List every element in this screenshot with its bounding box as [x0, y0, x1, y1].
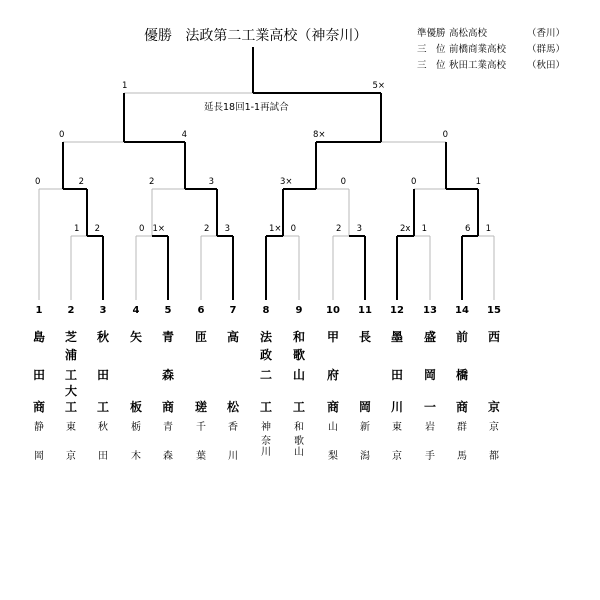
match-score: 4 [181, 130, 187, 140]
team-prefecture-char: 手 [425, 451, 435, 462]
team-name-char: 二 [259, 368, 272, 382]
place-school: 前橋商業高校 [449, 44, 507, 55]
team-name-char: 岡 [358, 400, 371, 414]
match-score: 1 [74, 224, 80, 234]
match-score: 3 [224, 224, 230, 234]
match-score: 2 [78, 177, 84, 187]
team-name-char: 高 [226, 330, 239, 344]
team-name-char: 大 [64, 384, 77, 398]
team-name-char: 瑳 [194, 400, 207, 414]
match-score: 3 [208, 177, 214, 187]
match-score: 8× [313, 130, 326, 140]
match-score: 1 [122, 81, 128, 91]
match-score: 1 [485, 224, 491, 234]
team-name-char: 府 [326, 368, 339, 382]
team-name-char: 歌 [292, 348, 305, 362]
team-prefecture-char: 山 [328, 422, 338, 433]
team-number: 2 [67, 305, 75, 316]
team-number: 3 [99, 305, 107, 316]
team-number: 10 [326, 305, 340, 316]
team-prefecture-char: 東 [66, 422, 76, 433]
team-prefecture-char: 梨 [328, 451, 338, 462]
team-number: 7 [229, 305, 237, 316]
team-name-char: 秋 [96, 330, 109, 344]
match-score: 0 [59, 130, 65, 140]
team-name-char: 工 [64, 368, 77, 382]
place-pref: （秋田） [527, 60, 566, 71]
team-number: 1 [35, 305, 43, 316]
match-score: 1× [269, 224, 282, 234]
team-prefecture-char: 京 [66, 451, 76, 462]
team-number: 4 [132, 305, 140, 316]
team-name-char: 墨 [390, 330, 403, 344]
team-name-char: 工 [259, 400, 272, 414]
team-name-char: 矢 [129, 330, 142, 344]
team-name-char: 商 [32, 400, 45, 414]
place-pref: （香川） [527, 28, 566, 39]
team-prefecture-char: 和 [294, 422, 304, 433]
team-name-char: 商 [161, 400, 174, 414]
team-number: 14 [455, 305, 469, 316]
team-prefecture-char: 田 [98, 451, 108, 462]
place-label: 三 位 [417, 44, 446, 55]
match-score: 2 [149, 177, 155, 187]
team-prefecture-char: 川 [228, 451, 238, 462]
team-prefecture-char: 川 [261, 447, 271, 458]
match-score: 1 [475, 177, 481, 187]
team-number: 6 [197, 305, 205, 316]
team-name-char: 田 [390, 368, 403, 382]
team-name-char: 商 [455, 400, 468, 414]
match-score: 2 [336, 224, 342, 234]
team-prefecture-char: 神 [261, 422, 271, 433]
team-name-char: 橋 [455, 368, 468, 382]
champion-school: 法政第二工業高校（神奈川） [185, 28, 368, 44]
team-prefecture-char: 歌 [294, 436, 304, 447]
team-prefecture-char: 東 [392, 422, 402, 433]
team-prefecture-char: 新 [360, 422, 370, 433]
team-name-char: 川 [390, 400, 403, 414]
team-prefecture-char: 栃 [131, 422, 141, 433]
team-name-char: 匝 [194, 330, 207, 344]
tiebreak-note: 延長18回1-1再試合 [204, 102, 289, 113]
team-prefecture-char: 森 [163, 451, 173, 462]
team-prefecture-char: 秋 [98, 422, 108, 433]
team-number: 8 [262, 305, 270, 316]
team-name-char: 板 [129, 400, 142, 414]
match-score: 2 [204, 224, 210, 234]
team-name-char: 田 [96, 368, 109, 382]
team-name-char: 岡 [423, 368, 436, 382]
team-name-char: 政 [259, 348, 272, 362]
team-prefecture-char: 香 [228, 422, 238, 433]
team-name-char: 青 [161, 330, 174, 344]
match-score: 0 [340, 177, 346, 187]
team-prefecture-char: 奈 [261, 436, 271, 447]
match-score: 0 [290, 224, 296, 234]
team-number: 9 [295, 305, 303, 316]
team-name-char: 浦 [64, 348, 77, 362]
team-name-char: 一 [423, 400, 436, 414]
team-name-char: 西 [487, 330, 500, 344]
place-label: 三 位 [417, 60, 446, 71]
match-score: 2 [94, 224, 100, 234]
team-name-char: 工 [292, 400, 305, 414]
place-pref: （群馬） [527, 44, 566, 55]
team-name-char: 甲 [326, 330, 339, 344]
match-score: 0 [442, 130, 448, 140]
match-score: 0 [35, 177, 41, 187]
team-prefecture-char: 都 [489, 451, 499, 462]
champion-label: 優勝 [144, 28, 172, 44]
match-score: 3 [356, 224, 362, 234]
match-score: 2x [400, 224, 411, 234]
team-name-char: 和 [292, 330, 305, 344]
match-score: 6 [465, 224, 471, 234]
team-prefecture-char: 岩 [425, 422, 435, 433]
team-name-char: 工 [64, 400, 77, 414]
team-name-char: 田 [32, 368, 45, 382]
team-prefecture-char: 山 [294, 447, 304, 458]
team-prefecture-char: 京 [489, 422, 499, 433]
match-score: 0 [139, 224, 145, 234]
team-prefecture-char: 静 [34, 422, 44, 433]
team-prefecture-char: 千 [196, 422, 206, 433]
team-prefecture-char: 木 [131, 451, 141, 462]
team-prefecture-char: 京 [392, 451, 402, 462]
match-score: 1 [421, 224, 427, 234]
team-name-char: 森 [161, 368, 174, 382]
place-label: 準優勝 [417, 28, 446, 39]
team-prefecture-char: 馬 [457, 451, 467, 462]
team-name-char: 工 [96, 400, 109, 414]
team-prefecture-char: 青 [163, 422, 173, 433]
team-name-char: 商 [326, 400, 339, 414]
team-number: 11 [358, 305, 372, 316]
team-number: 12 [390, 305, 404, 316]
team-number: 5 [164, 305, 172, 316]
team-name-char: 京 [487, 400, 500, 414]
team-name-char: 盛 [423, 330, 436, 344]
team-name-char: 法 [259, 330, 272, 344]
team-prefecture-char: 葉 [196, 451, 206, 462]
team-name-char: 長 [358, 330, 371, 344]
match-score: 0 [411, 177, 417, 187]
team-name-char: 島 [32, 330, 45, 344]
match-score: 5× [372, 81, 385, 91]
team-prefecture-char: 潟 [360, 451, 370, 462]
team-number: 15 [487, 305, 501, 316]
team-name-char: 松 [226, 400, 239, 414]
team-name-char: 芝 [64, 330, 77, 344]
place-school: 秋田工業高校 [449, 60, 507, 71]
team-prefecture-char: 群 [457, 422, 467, 433]
match-score: 3× [280, 177, 293, 187]
team-number: 13 [423, 305, 437, 316]
team-name-char: 山 [292, 368, 305, 382]
match-score: 1× [152, 224, 165, 234]
team-prefecture-char: 岡 [34, 451, 44, 462]
team-name-char: 前 [455, 330, 468, 344]
place-school: 高松高校 [449, 28, 488, 39]
